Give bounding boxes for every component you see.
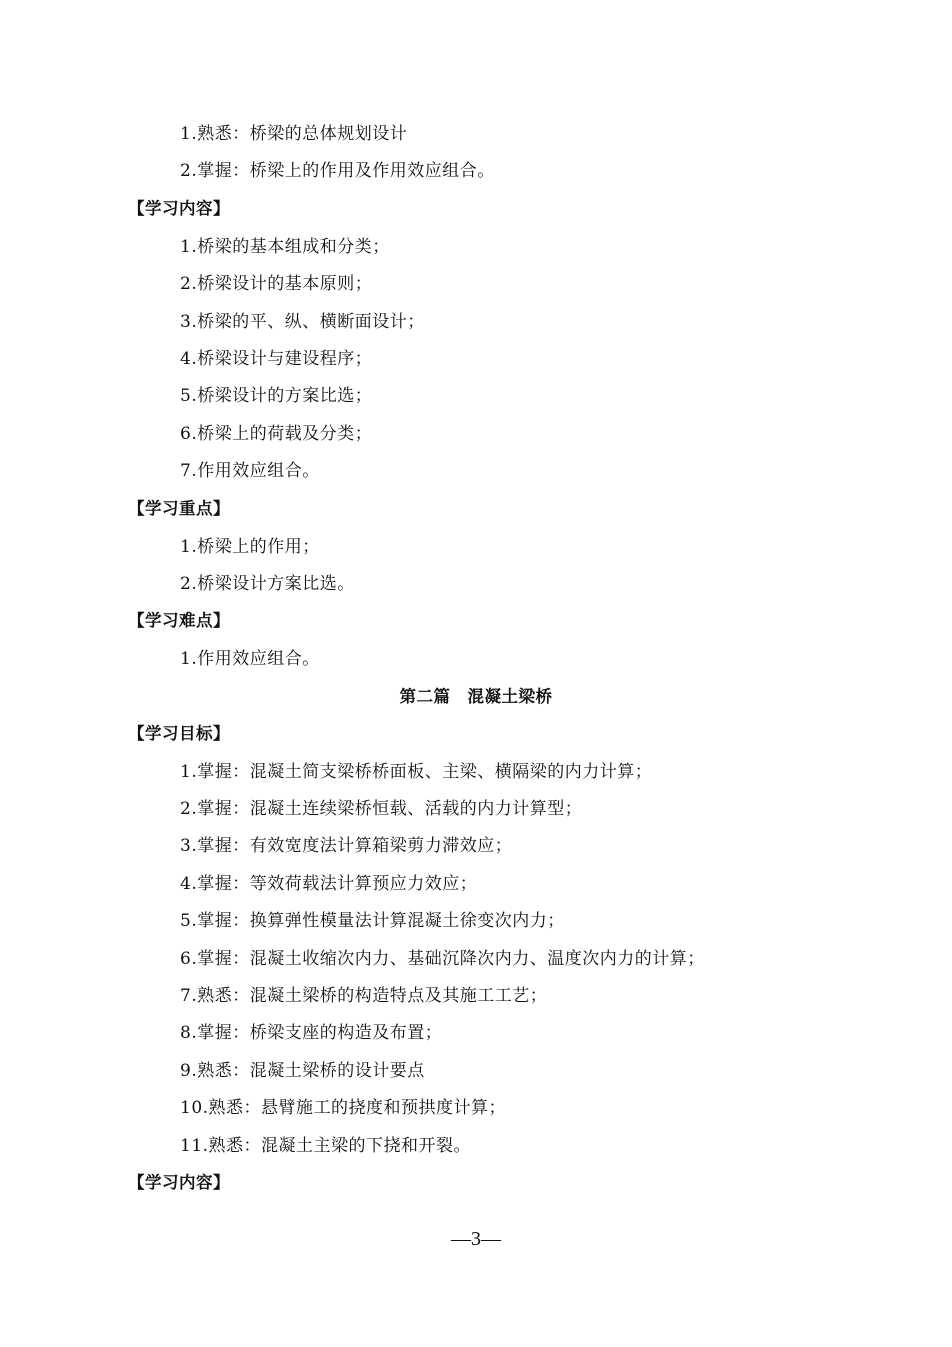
key-item: 1.桥梁上的作用；: [180, 537, 320, 557]
section-heading-key: 【学习重点】: [128, 499, 230, 518]
key-item: 2.桥梁设计方案比选。: [180, 574, 355, 594]
section-heading-difficult: 【学习难点】: [128, 611, 230, 630]
content-item: 6.桥梁上的荷载及分类；: [180, 424, 373, 444]
objective-item: 8.掌握：桥梁支座的构造及布置；: [180, 1023, 443, 1043]
objective-item: 6.掌握：混凝土收缩次内力、基础沉降次内力、温度次内力的计算；: [180, 949, 705, 969]
objective-item: 2.掌握：桥梁上的作用及作用效应组合。: [180, 161, 495, 181]
content-item: 2.桥梁设计的基本原则；: [180, 274, 373, 294]
part-title: [0, 686, 952, 708]
content-item: 1.桥梁的基本组成和分类；: [180, 237, 390, 257]
objective-item: 7.熟悉：混凝土梁桥的构造特点及其施工工艺；: [180, 986, 548, 1006]
section-heading-content-2: 【学习内容】: [128, 1173, 230, 1192]
objective-item: 11.熟悉：混凝土主梁的下挠和开裂。: [180, 1136, 472, 1156]
objective-item: 4.掌握：等效荷载法计算预应力效应；: [180, 874, 478, 894]
page-number: —3—: [451, 1228, 501, 1250]
objective-item: 5.掌握：换算弹性模量法计算混凝土徐变次内力；: [180, 911, 565, 931]
objective-item: 3.掌握：有效宽度法计算箱梁剪力滞效应；: [180, 836, 513, 856]
objective-item: 1.熟悉：桥梁的总体规划设计: [180, 124, 408, 144]
section-heading-objectives: 【学习目标】: [128, 724, 230, 743]
objective-item: 1.掌握：混凝土简支梁桥桥面板、主梁、横隔梁的内力计算；: [180, 762, 653, 782]
content-item: 5.桥梁设计的方案比选；: [180, 386, 373, 406]
part-title-text: 第二篇 混凝土梁桥: [399, 687, 553, 706]
objective-item: 10.熟悉：悬臂施工的挠度和预拱度计算；: [180, 1098, 507, 1118]
content-item: 3.桥梁的平、纵、横断面设计；: [180, 312, 425, 332]
objective-item: 2.掌握：混凝土连续梁桥恒载、活载的内力计算型；: [180, 799, 583, 819]
content-item: 4.桥梁设计与建设程序；: [180, 349, 373, 369]
objective-item: 9.熟悉：混凝土梁桥的设计要点: [180, 1061, 425, 1081]
difficult-item: 1.作用效应组合。: [180, 649, 320, 669]
section-heading-content: 【学习内容】: [128, 199, 230, 218]
content-item: 7.作用效应组合。: [180, 461, 320, 481]
